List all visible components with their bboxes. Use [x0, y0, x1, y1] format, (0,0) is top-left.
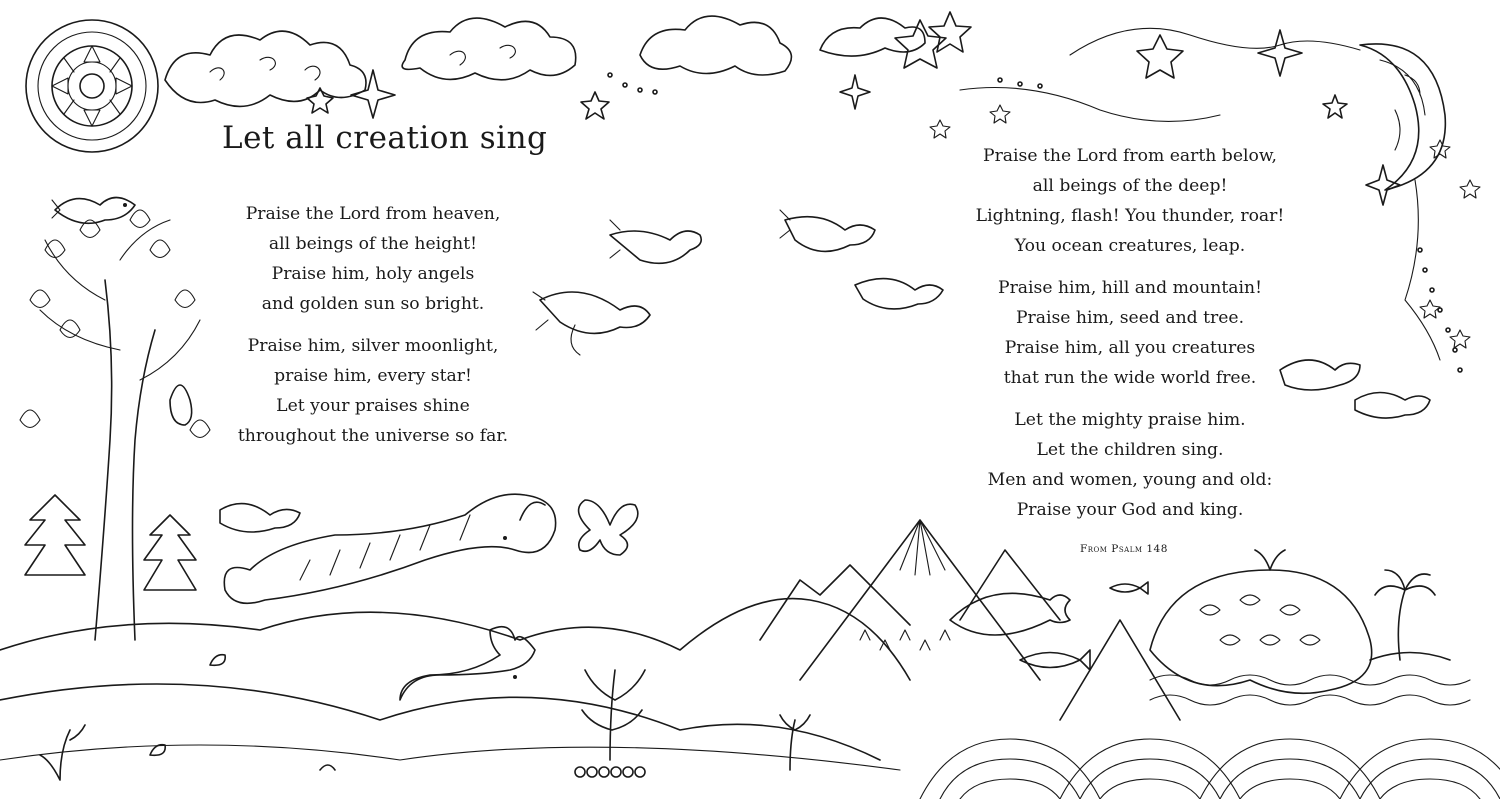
- page-title: Let all creation sing: [222, 120, 548, 156]
- stanza: [955, 405, 1305, 525]
- poem-line: Let your praises shine: [276, 396, 470, 416]
- poem-line: Let the children sing.: [1036, 440, 1224, 460]
- fish-icon: [950, 582, 1148, 670]
- poem-left: [228, 199, 518, 463]
- poem-line: Lightning, flash! You thunder, roar!: [975, 206, 1285, 226]
- tiger-icon: [224, 494, 555, 603]
- poem-right: [955, 141, 1305, 537]
- wave-icon: [920, 675, 1500, 799]
- poem-line: Praise him, seed and tree.: [1015, 308, 1245, 328]
- stanza: [955, 273, 1305, 393]
- sun-icon: [26, 20, 158, 152]
- poem-line: Praise him, all you creatures: [1004, 338, 1256, 358]
- whale-icon: [1150, 550, 1372, 693]
- stanza: [228, 199, 518, 319]
- poem-line: Praise him, silver moonlight,: [247, 336, 499, 356]
- palm-tree-icon: [1370, 570, 1450, 660]
- poem-line: Praise him, holy angels: [271, 264, 475, 284]
- poem-line: Praise your God and king.: [1016, 500, 1244, 520]
- citation: From Psalm 148: [1080, 543, 1168, 555]
- poem-line: and golden sun so bright.: [261, 294, 485, 314]
- poem-line: Praise the Lord from earth below,: [983, 146, 1277, 166]
- poem-line: that run the wide world free.: [1003, 368, 1257, 388]
- poem-line: Men and women, young and old:: [987, 470, 1273, 490]
- poem-line: You ocean creatures, leap.: [1014, 236, 1246, 256]
- cloud-icon: [165, 16, 925, 106]
- plants: [40, 655, 810, 780]
- poem-line: Let the mighty praise him.: [1014, 410, 1246, 430]
- stanza: [228, 331, 518, 451]
- rabbit-icon: [400, 627, 535, 700]
- poem-line: all beings of the height!: [268, 234, 478, 254]
- stanza: [955, 141, 1305, 261]
- poem-line: Praise him, hill and mountain!: [998, 278, 1262, 298]
- poem-line: praise him, every star!: [274, 366, 472, 386]
- butterfly-icon: [579, 500, 638, 555]
- poem-line: all beings of the deep!: [1032, 176, 1228, 196]
- poem-line: Praise the Lord from heaven,: [245, 204, 501, 224]
- poem-line: throughout the universe so far.: [237, 426, 509, 446]
- hills: [0, 599, 910, 770]
